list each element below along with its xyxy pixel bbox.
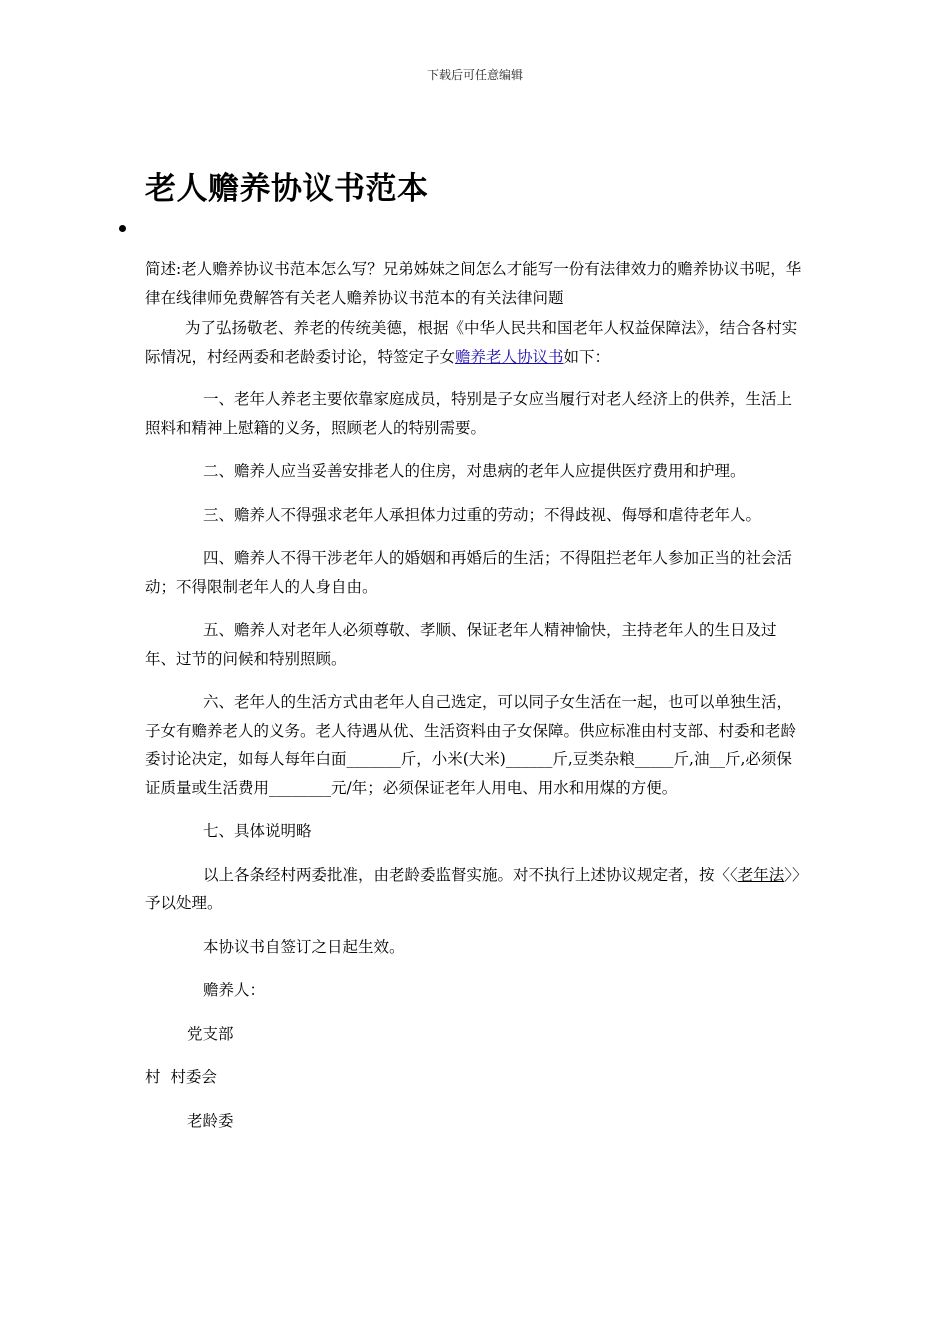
page-header: 下载后可任意编辑 [426, 68, 523, 82]
article-6: 六、老年人的生活方式由老年人自己选定，可以同子女生活在一起，也可以单独生活，子女有赡养老人的义务。老人待遇从优、生活资料由子女保障。供应标准由村支部、村委和老龄委讨论决定，如每人每年白面_______斤，小米(大米)______斤,豆类杂粮_____斤,油__斤,必须保证质量或生活费用________元/年；必须保证老年人用电、用水和用煤的方便。 [145, 693, 797, 797]
closing-text: 以上各条经村两委批准，由老龄委监督实施。对不执行上述协议规定者，按〈〈 [203, 865, 738, 884]
closing-text-end: 〉〉予以处理。 [145, 865, 800, 912]
article-2: 二、赡养人应当妥善安排老人的住房，对患病的老年人应提供医疗费用和护理。 [203, 462, 746, 480]
village-committee-label: 村 村委会 [145, 1068, 217, 1086]
intro-text-end: 如下： [563, 347, 611, 366]
agreement-link[interactable]: 赡养老人协议书 [455, 347, 564, 366]
bullet-point [119, 225, 126, 232]
closing-paragraph [145, 861, 807, 918]
aging-committee-label: 老龄委 [187, 1111, 234, 1130]
document-title: 老人赡养协议书范本 [145, 171, 429, 207]
article-1: 一、老年人养老主要依靠家庭成员，特别是子女应当履行对老人经济上的供养，生活上照料和精神上慰籍的义务，照顾老人的特别需要。 [145, 390, 793, 437]
article-7: 七、具体说明略 [203, 822, 312, 840]
article-3: 三、赡养人不得强求老年人承担体力过重的劳动；不得歧视、侮辱和虐待老年人。 [203, 505, 762, 524]
document-body [145, 255, 807, 1150]
party-branch-label: 党支部 [187, 1024, 234, 1043]
summary-paragraph: 简述:老人赡养协议书范本怎么写？兄弟姊妹之间怎么才能写一份有法律效力的赡养协议书呢，华律在线律师免费解答有关老人赡养协议书范本的有关法律问题 [145, 260, 802, 307]
supporter-label: 赡养人： [203, 981, 266, 999]
law-name: 老年法 [737, 865, 785, 884]
effective-statement: 本协议书自签订之日起生效。 [203, 937, 405, 956]
intro-paragraph [145, 314, 807, 371]
article-4: 四、赡养人不得干涉老年人的婚姻和再婚后的生活；不得阻拦老年人参加正当的社会活动；不得限制老年人的人身自由。 [145, 549, 793, 596]
intro-text: 为了弘扬敬老、养老的传统美德，根据《中华人民共和国老年人权益保障法》，结合各村实际情况，村经两委和老龄委讨论，特签定子女 [145, 319, 798, 366]
article-5: 五、赡养人对老年人必须尊敬、孝顺、保证老年人精神愉快，主持老年人的生日及过年、过节的问候和特别照顾。 [145, 621, 777, 668]
